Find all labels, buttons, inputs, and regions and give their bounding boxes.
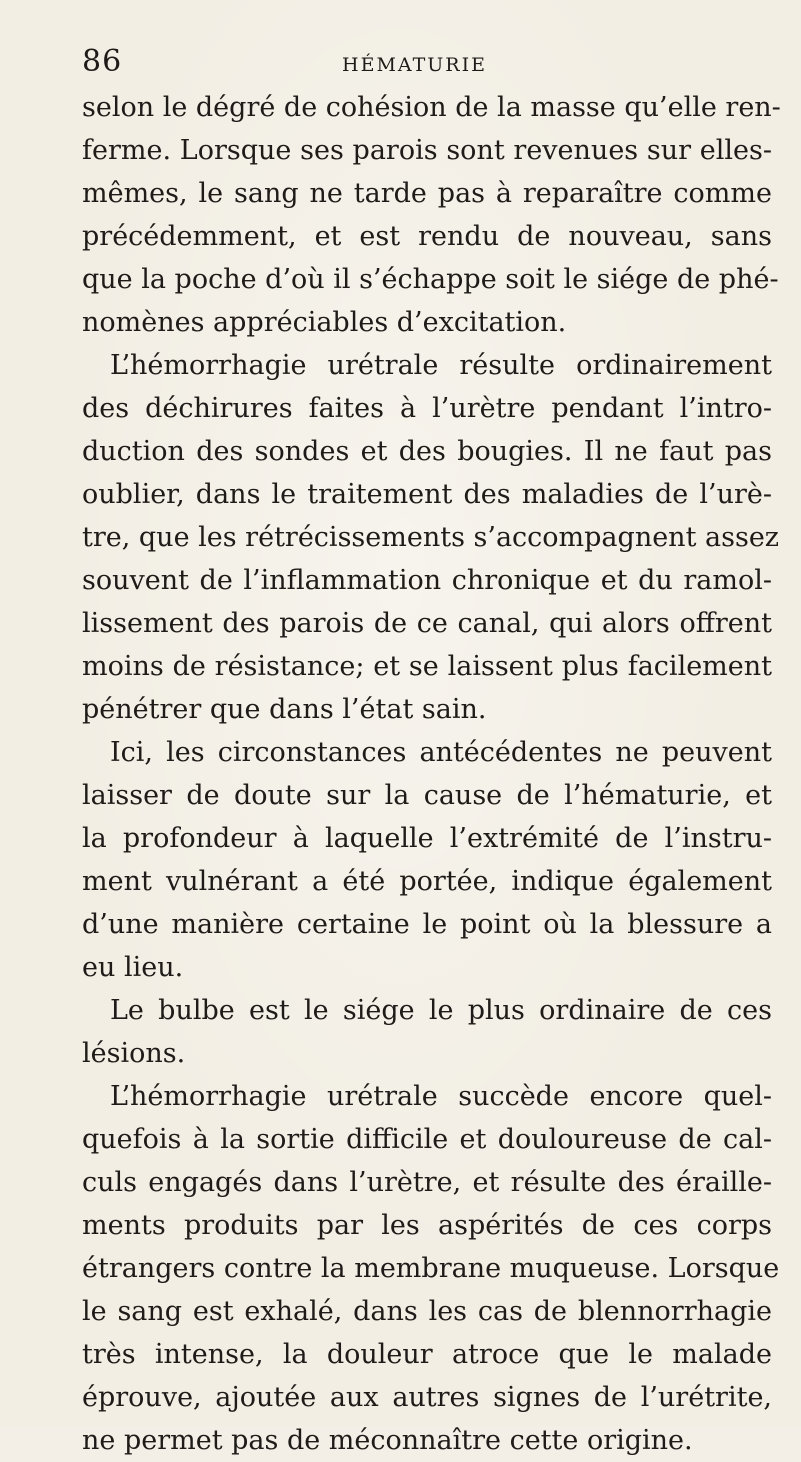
text-line: tre, que les rétrécissements s’accompagnent assez <box>82 522 780 553</box>
text-line: la profondeur à laquelle l’extrémité de l’instru- <box>82 823 772 854</box>
running-head: HÉMATURIE <box>342 54 487 76</box>
text-line: souvent de l’inflammation chronique et du ramol- <box>82 565 772 596</box>
text-line: des déchirures faites à l’urètre pendant l’intro- <box>82 393 772 424</box>
text-line: éprouve, ajoutée aux autres signes de l’urétrite, <box>82 1382 772 1413</box>
page-header <box>82 44 691 88</box>
text-line: L’hémorrhagie urétrale succède encore quel- <box>110 1081 772 1112</box>
page-number: 86 <box>82 44 123 79</box>
text-line: duction des sondes et des bougies. Il ne faut pas <box>82 436 772 467</box>
text-line: très intense, la douleur atroce que le malade <box>82 1339 772 1370</box>
text-line: ferme. Lorsque ses parois sont revenues sur elles- <box>82 135 772 166</box>
text-line: que la poche d’où il s’échappe soit le siége de phé- <box>82 264 779 295</box>
text-line: lissement des parois de ce canal, qui alors offrent <box>82 608 772 639</box>
body-text <box>82 86 781 1462</box>
text-line: culs engagés dans l’urètre, et résulte des éraille- <box>82 1167 772 1198</box>
text-line: Ici, les circonstances antécédentes ne peuvent <box>110 737 772 768</box>
text-line: ne permet pas de méconnaître cette origine. <box>82 1425 693 1456</box>
text-line: laisser de doute sur la cause de l’hématurie, et <box>82 780 772 811</box>
text-line: quefois à la sortie difficile et douloureuse de cal- <box>82 1124 772 1155</box>
text-line: eu lieu. <box>82 952 184 983</box>
text-line: moins de résistance; et se laissent plus facilement <box>82 651 772 682</box>
text-line: ment vulnérant a été portée, indique également <box>82 866 772 897</box>
text-line: d’une manière certaine le point où la blessure a <box>82 909 772 940</box>
text-line: ments produits par les aspérités de ces corps <box>82 1210 772 1241</box>
text-line: nomènes appréciables d’excitation. <box>82 307 567 338</box>
text-line: oublier, dans le traitement des maladies de l’urè- <box>82 479 772 510</box>
text-line: Le bulbe est le siége le plus ordinaire de ces <box>110 995 772 1026</box>
text-line: lésions. <box>82 1038 186 1069</box>
text-line: précédemment, et est rendu de nouveau, sans <box>82 221 772 252</box>
text-line: pénétrer que dans l’état sain. <box>82 694 487 725</box>
text-line: le sang est exhalé, dans les cas de blennorrhagie <box>82 1296 772 1327</box>
text-line: L’hémorrhagie urétrale résulte ordinairement <box>110 350 772 381</box>
text-line: étrangers contre la membrane muqueuse. Lorsque <box>82 1253 780 1284</box>
text-line: mêmes, le sang ne tarde pas à reparaître comme <box>82 178 772 209</box>
text-line: selon le dégré de cohésion de la masse qu’elle ren- <box>82 92 781 123</box>
